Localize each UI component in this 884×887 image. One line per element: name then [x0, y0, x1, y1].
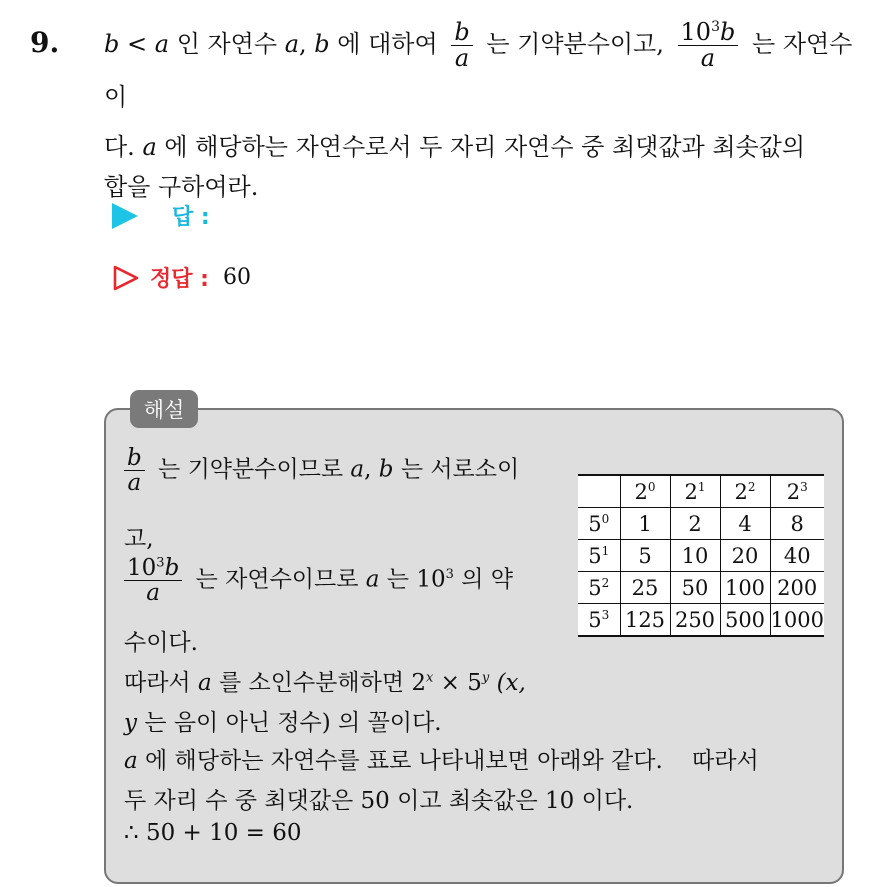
explanation-line-6 — [124, 704, 442, 737]
table-cell: 250 — [670, 604, 720, 637]
table-cell: 10 — [670, 540, 720, 572]
numerator — [678, 17, 739, 46]
problem-statement — [104, 18, 864, 213]
table-cell: 100 — [720, 572, 770, 604]
fraction-b-over-a — [124, 446, 145, 495]
denominator: a — [146, 580, 160, 607]
answer-row — [112, 200, 210, 231]
outline-arrow-icon — [112, 264, 140, 292]
table-cell: 2 — [670, 508, 720, 540]
var-a: a — [142, 133, 157, 162]
power-exponent: y — [481, 670, 490, 686]
text-fragment: 는 기약분수이므로 — [158, 456, 344, 483]
text-fragment: 는 서로소이 — [400, 456, 520, 483]
table-cell: 25 — [620, 572, 670, 604]
explanation-line-8: 두 자리 수 중 최댓값은 50 이고 최솟값은 10 이다. — [124, 788, 634, 814]
problem-line-3: 합을 구하여라. — [104, 173, 259, 202]
table-row-header: $5^0$ — [578, 508, 620, 540]
var: b — [719, 17, 736, 46]
text-fragment: 에 해당하는 자연수를 표로 나타내보면 아래와 같다. 따라서 — [145, 748, 759, 774]
text-fragment: 따라서 — [124, 670, 191, 696]
explanation-tag: 해설 — [130, 390, 198, 428]
table-row — [578, 604, 824, 637]
table-header-cell: $2^2$ — [720, 475, 770, 508]
explanation-line-3 — [124, 556, 513, 605]
fraction-1000b-over-a — [124, 556, 182, 605]
text-fragment: 에 해당하는 자연수로서 두 자리 자연수 중 최댓값과 최솟값의 — [164, 133, 806, 162]
explanation-line-7 — [124, 742, 759, 775]
table-cell: 1000 — [770, 604, 824, 637]
answer-label: 답 : — [172, 205, 210, 230]
text-fragment: 의 약 — [461, 566, 513, 593]
table-row-header: $5^3$ — [578, 604, 620, 637]
base: 10 — [127, 555, 157, 581]
divisor-table — [578, 474, 824, 637]
fraction-1000b-over-a — [678, 17, 739, 72]
text-fragment: 인 자연수 — [176, 30, 278, 58]
exponent: 3 — [711, 18, 720, 35]
exponent: 3 — [156, 555, 165, 571]
power-base: 5 — [467, 670, 482, 696]
var-y: y — [124, 710, 137, 736]
table-cell: 125 — [620, 604, 670, 637]
play-arrow-icon — [112, 203, 138, 229]
condition: b < a — [104, 30, 170, 58]
power-exponent: 3 — [445, 566, 454, 582]
power-base: 10 — [416, 566, 446, 593]
var-a: a — [124, 748, 138, 774]
problem-line-1: b < a 인 자연수 a, b 에 대하여 $\frac{b}{a}$ 는 기약분수이고, $\frac{10^3b}{a}$ 는 자연수이 — [104, 17, 853, 112]
text-fragment: 다. — [104, 133, 135, 162]
explanation-line-9: ∴ 50 + 10 = 60 — [124, 820, 302, 846]
var-b: b — [314, 30, 330, 58]
numerator — [124, 556, 182, 581]
table-header-row — [578, 475, 824, 508]
var-a: a — [284, 30, 300, 58]
denominator: a — [454, 44, 470, 72]
table-cell: 8 — [770, 508, 824, 540]
table-row — [578, 540, 824, 572]
table-corner-cell — [578, 475, 620, 508]
var-b: b — [378, 456, 394, 483]
table-cell: 5 — [620, 540, 670, 572]
problem-number: 9. — [30, 26, 60, 59]
explanation-line-4: 수이다. — [124, 630, 198, 656]
correct-answer-row — [112, 262, 251, 293]
correct-answer-label: 정답 : — [150, 267, 209, 292]
explanation-line-1: $\frac{b}{a}$ 는 기약분수이므로 a, b 는 서로소이 — [124, 446, 519, 495]
var-a: a — [365, 566, 380, 593]
table-cell: 4 — [720, 508, 770, 540]
base: 10 — [680, 17, 712, 46]
text-fragment: 는 자연수이므로 — [195, 566, 359, 593]
table-cell: 200 — [770, 572, 824, 604]
text-fragment: 는 기약분수이고, — [486, 30, 664, 58]
denominator: a — [700, 44, 716, 72]
text-fragment: 는 음이 아닌 정수) 의 꼴이다. — [144, 710, 442, 736]
var-a: a — [350, 456, 365, 483]
table-cell: 1 — [620, 508, 670, 540]
text-fragment: 를 소인수분해하면 — [219, 670, 405, 696]
table-header-cell: $2^0$ — [620, 475, 670, 508]
text-fragment: 는 자연수이 — [104, 30, 853, 112]
denominator: a — [127, 470, 142, 497]
table-row — [578, 572, 824, 604]
numerator: b — [124, 446, 145, 471]
table-cell: 50 — [670, 572, 720, 604]
table-cell: 500 — [720, 604, 770, 637]
table-row-header: $5^1$ — [578, 540, 620, 572]
table-row-header: $5^2$ — [578, 572, 620, 604]
explanation-line-2: 고, — [124, 526, 154, 552]
table-row — [578, 508, 824, 540]
correct-answer-value: 60 — [222, 265, 251, 290]
numerator: b — [451, 20, 472, 46]
var-a: a — [197, 670, 212, 696]
text-fragment: (x, — [496, 670, 526, 696]
text-fragment: 는 — [386, 566, 410, 593]
power-exponent: x — [426, 670, 434, 686]
text-fragment: 에 대하여 — [337, 30, 438, 58]
var: b — [164, 555, 180, 581]
power-base: 2 — [411, 670, 427, 696]
fraction-b-over-a — [451, 17, 472, 72]
table-header-cell: $2^3$ — [770, 475, 824, 508]
table-cell: 40 — [770, 540, 824, 572]
table-cell: 20 — [720, 540, 770, 572]
times-symbol: × — [440, 670, 460, 696]
explanation-line-5 — [124, 664, 526, 697]
table-header-cell: $2^1$ — [670, 475, 720, 508]
